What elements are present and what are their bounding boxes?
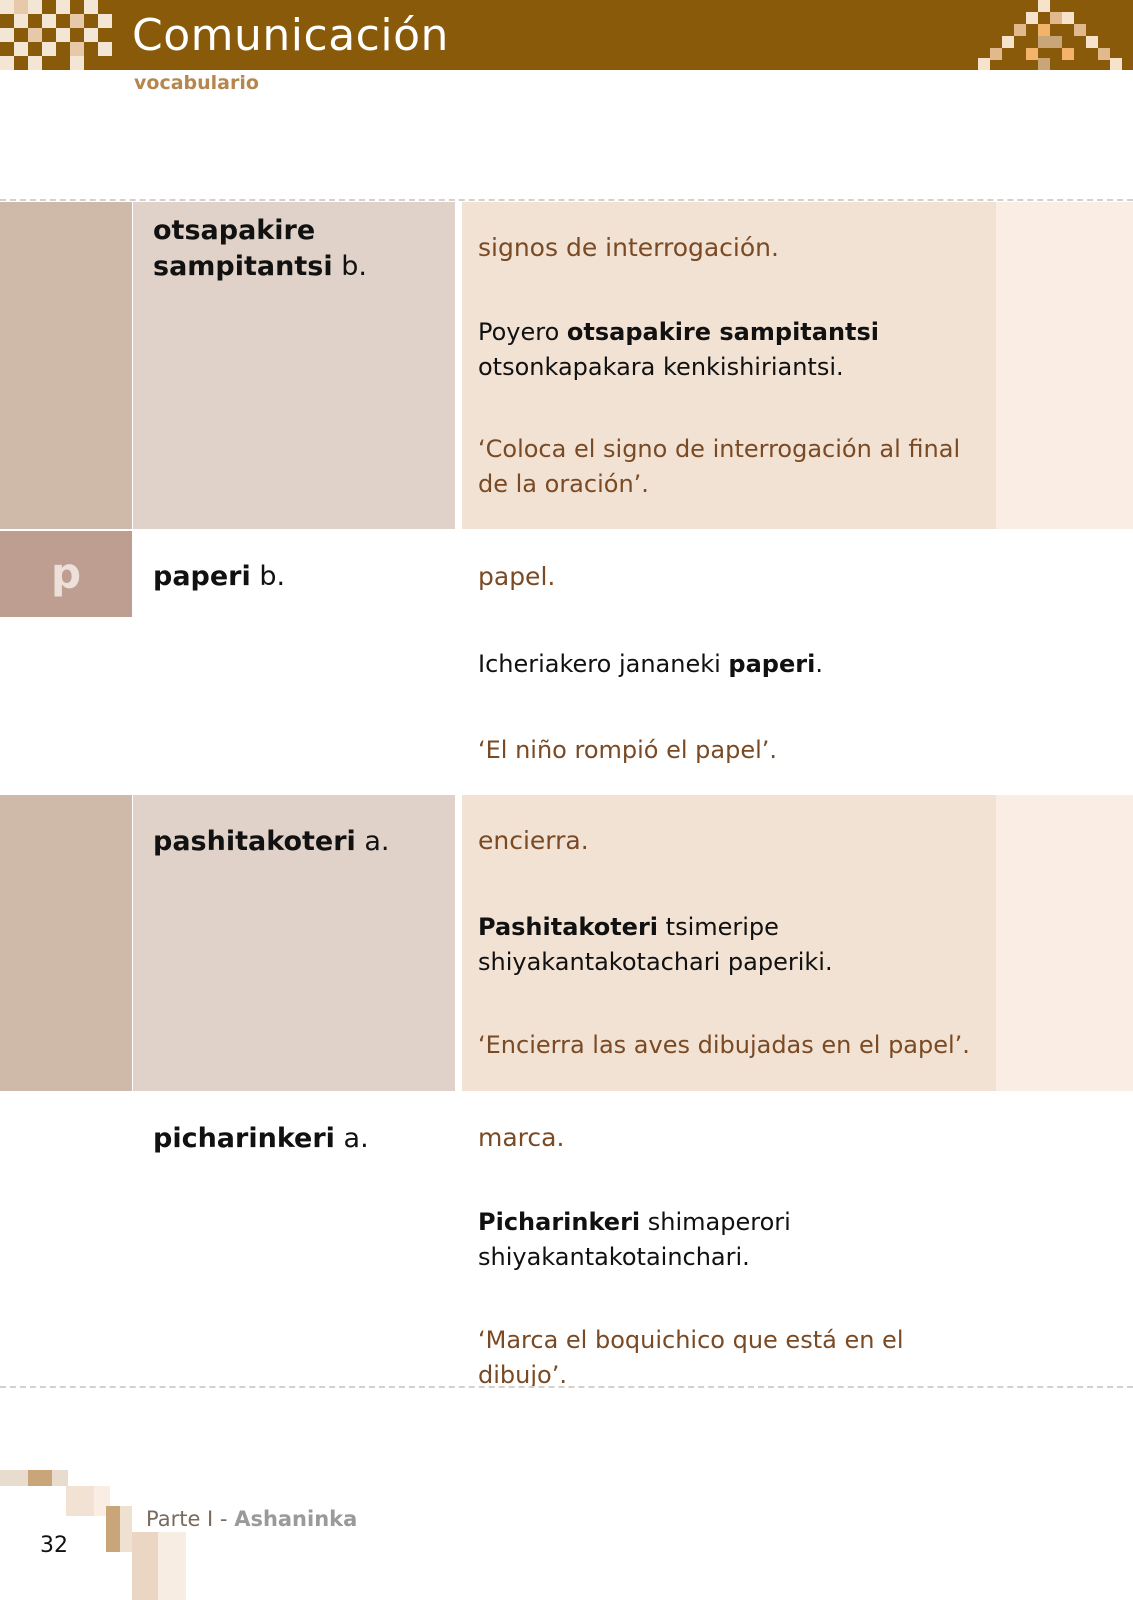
- page-number: 32: [40, 1533, 68, 1558]
- entry-row: [0, 202, 1133, 529]
- entry-translation: ‘Coloca el signo de interrogación al final de la oración’.: [478, 435, 961, 498]
- page-title: Comunicación: [132, 10, 449, 61]
- part-of-speech: b.: [341, 251, 367, 282]
- entry-term: picharinkeri a.: [153, 1123, 369, 1154]
- part-of-speech: b.: [259, 561, 286, 592]
- footer-decoration: [0, 1470, 200, 1600]
- entry-row: [0, 1091, 1133, 1387]
- entry-row: [0, 531, 1133, 795]
- entry-gloss: marca.: [478, 1123, 565, 1152]
- entry-example: Icheriakero jananeki paperi.: [478, 650, 823, 678]
- divider-top: [0, 199, 1133, 201]
- letter-tab: p: [0, 531, 132, 617]
- entry-translation: ‘Encierra las aves dibujadas en el papel’.: [478, 1031, 970, 1059]
- entry-row: [0, 795, 1133, 1091]
- woven-pattern-right: [968, 0, 1133, 70]
- entry-example: Picharinkeri shimaperori shiyakantakotainchari.: [478, 1208, 791, 1271]
- divider-bottom: [0, 1386, 1133, 1388]
- entry-term: paperi b.: [153, 561, 286, 592]
- entry-example: Poyero otsapakire sampitantsi otsonkapakara kenkishiriantsi.: [478, 318, 880, 381]
- part-of-speech: a.: [364, 826, 390, 857]
- entry-term: pashitakoteri a.: [153, 826, 390, 857]
- footer-label: Parte I - Ashaninka: [146, 1507, 358, 1531]
- entry-example: Pashitakoteri tsimeripe shiyakantakotachari paperiki.: [478, 913, 833, 976]
- entry-gloss: papel.: [478, 562, 556, 591]
- entry-gloss: encierra.: [478, 826, 589, 855]
- entry-translation: ‘El niño rompió el papel’.: [478, 736, 778, 764]
- entry-term: otsapakire sampitantsi b.: [153, 215, 367, 282]
- entry-gloss: signos de interrogación.: [478, 233, 779, 262]
- woven-pattern-left: [0, 0, 122, 70]
- page-subtitle: vocabulario: [134, 72, 259, 94]
- part-of-speech: a.: [343, 1123, 369, 1154]
- entry-translation: ‘Marca el boquichico que está en el dibujo’.: [478, 1326, 904, 1389]
